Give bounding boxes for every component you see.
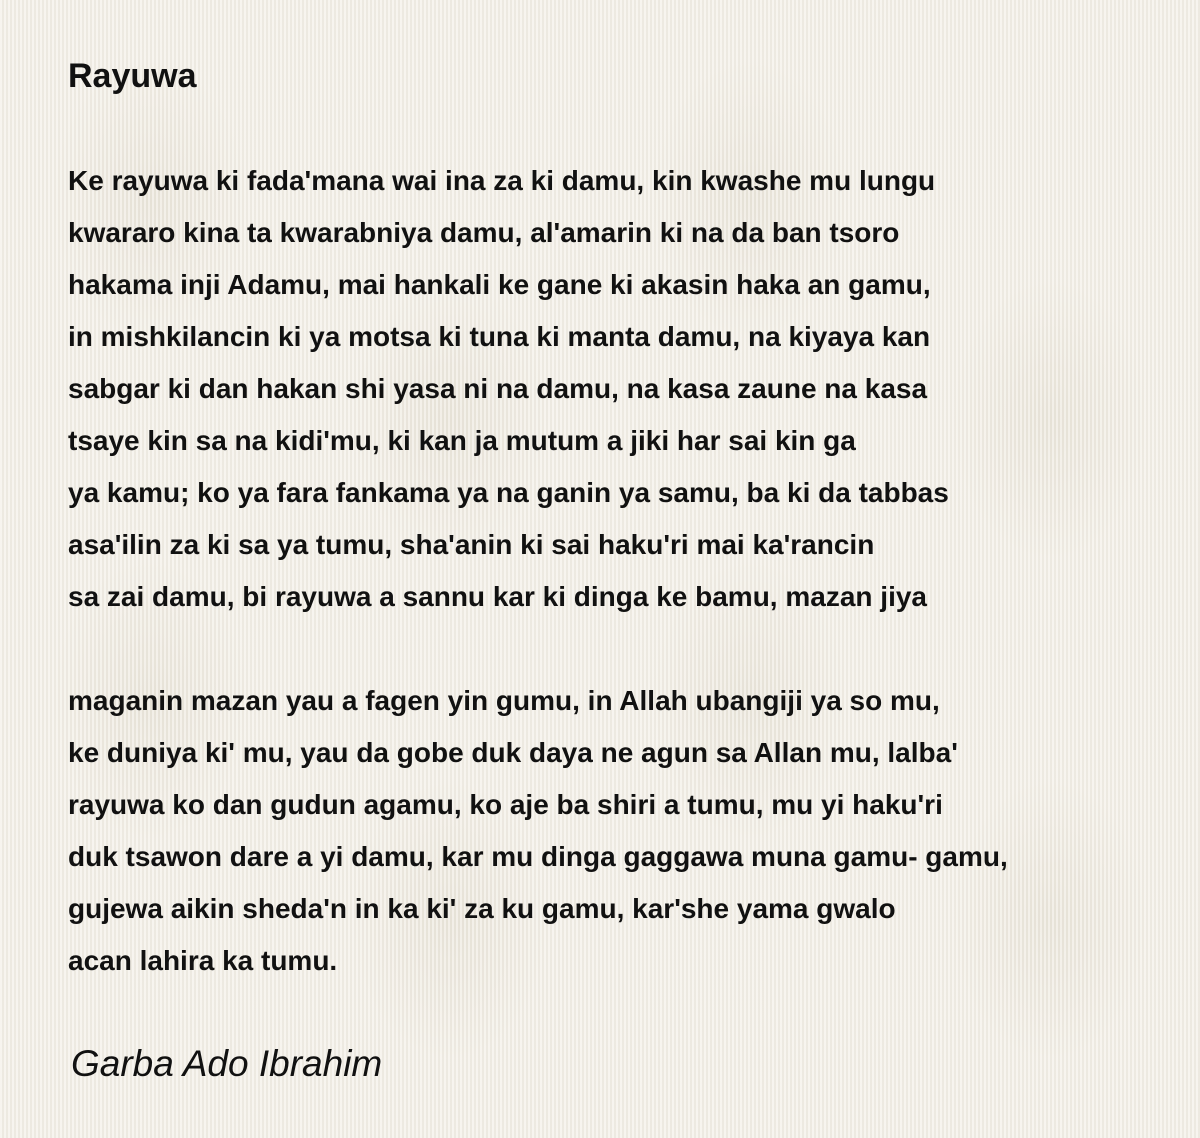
- poem-line: Ke rayuwa ki fada'mana wai ina za ki damu, kin kwashe mu lungu: [68, 165, 936, 196]
- poem-line: duk tsawon dare a yi damu, kar mu dinga gaggawa muna gamu- gamu,: [68, 841, 1008, 872]
- poem-line: sabgar ki dan hakan shi yasa ni na damu, na kasa zaune na kasa: [68, 373, 928, 404]
- poem-line: rayuwa ko dan gudun agamu, ko aje ba shiri a tumu, mu yi haku'ri: [68, 789, 943, 820]
- poem-line: ke duniya ki' mu, yau da gobe duk daya ne agun sa Allan mu, lalba': [68, 737, 958, 768]
- poem-author: Garba Ado Ibrahim: [71, 1043, 383, 1084]
- poem-line: tsaye kin sa na kidi'mu, ki kan ja mutum a jiki har sai kin ga: [68, 425, 856, 456]
- poem-line: gujewa aikin sheda'n in ka ki' za ku gamu, kar'she yama gwalo: [68, 893, 896, 924]
- poem-line: maganin mazan yau a fagen yin gumu, in Allah ubangiji ya so mu,: [68, 685, 940, 716]
- poem-stanza-1: [68, 155, 949, 623]
- poem-title: Rayuwa: [68, 57, 197, 95]
- poem-line: acan lahira ka tumu.: [68, 945, 338, 976]
- poem-line: hakama inji Adamu, mai hankali ke gane ki akasin haka an gamu,: [68, 269, 931, 300]
- poem-stanza-2: [68, 675, 1008, 987]
- poem-line: sa zai damu, bi rayuwa a sannu kar ki dinga ke bamu, mazan jiya: [68, 581, 927, 612]
- poem-line: ya kamu; ko ya fara fankama ya na ganin ya samu, ba ki da tabbas: [68, 477, 949, 508]
- poem-line: kwararo kina ta kwarabniya damu, al'amarin ki na da ban tsoro: [68, 217, 900, 248]
- poem-line: asa'ilin za ki sa ya tumu, sha'anin ki sai haku'ri mai ka'rancin: [68, 529, 875, 560]
- poem-line: in mishkilancin ki ya motsa ki tuna ki manta damu, na kiyaya kan: [68, 321, 931, 352]
